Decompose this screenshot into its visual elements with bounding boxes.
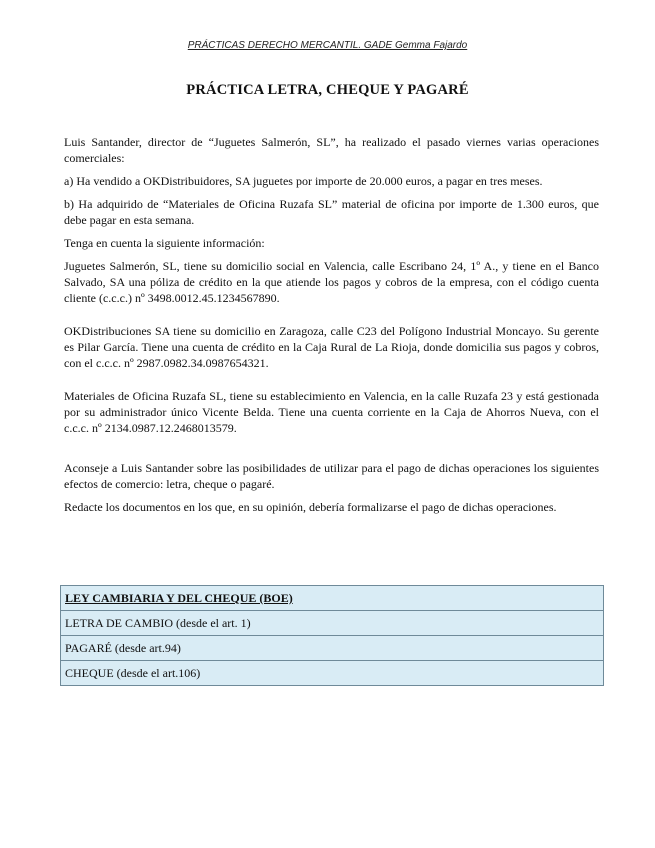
- reference-item-cheque: CHEQUE (desde el art.106): [65, 666, 201, 680]
- document-body: [64, 134, 599, 522]
- salmeron-info-paragraph: Juguetes Salmerón, SL, tiene su domicilio social en Valencia, calle Escribano 24, 1º A., y tiene en el Banco Salvado, SA una póliza de crédito en la que atiende los pagos y cobros de la empresa, con el código cuenta cliente (c.c.c.) nº 3498.0012.45.1234567890.: [64, 259, 599, 305]
- operation-b-paragraph: b) Ha adquirido de “Materiales de Oficina Ruzafa SL” material de oficina por importe de 1.300 euros, que debe pagar en esta semana.: [64, 197, 599, 227]
- draft-task-paragraph: Redacte los documentos en los que, en su opinión, debería formalizarse el pago de dichas operaciones.: [64, 500, 557, 514]
- info-intro-paragraph: Tenga en cuenta la siguiente información:: [64, 236, 265, 250]
- legal-reference-box: [60, 585, 604, 686]
- advice-task-paragraph: Aconseje a Luis Santander sobre las posibilidades de utilizar para el pago de dichas operaciones los siguientes efectos de comercio: letra, cheque o pagaré.: [64, 461, 599, 491]
- ruzafa-info-paragraph: Materiales de Oficina Ruzafa SL, tiene su establecimiento en Valencia, en la calle Ruzafa 23 y está gestionada por su administrador único Vicente Belda. Tiene una cuenta corriente en la Caja de Ahorros Nueva, con el c.c.c. nº 2134.0987.12.2468013579.: [64, 389, 599, 435]
- reference-item-pagare: PAGARÉ (desde art.94): [61, 636, 603, 661]
- operation-a-paragraph: a) Ha vendido a OKDistribuidores, SA juguetes por importe de 20.000 euros, a pagar en tres meses.: [64, 174, 543, 188]
- okdistribuciones-info-paragraph: OKDistribuciones SA tiene su domicilio en Zaragoza, calle C23 del Polígono Industrial Moncayo. Su gerente es Pilar García. Tiene una cuenta de crédito en la Caja Rural de La Rioja, donde domicilia sus pagos y cobros, con el c.c.c. nº 2987.0982.34.0987654321.: [64, 324, 599, 370]
- page-title: PRÁCTICA LETRA, CHEQUE Y PAGARÉ: [186, 82, 469, 98]
- reference-box-title: LEY CAMBIARIA Y DEL CHEQUE (BOE): [61, 586, 603, 611]
- reference-item-letra: LETRA DE CAMBIO (desde el art. 1): [61, 611, 603, 636]
- intro-paragraph: Luis Santander, director de “Juguetes Salmerón, SL”, ha realizado el pasado viernes varias operaciones comerciales:: [64, 135, 599, 165]
- page-header: PRÁCTICAS DERECHO MERCANTIL. GADE Gemma Fajardo: [187, 40, 468, 51]
